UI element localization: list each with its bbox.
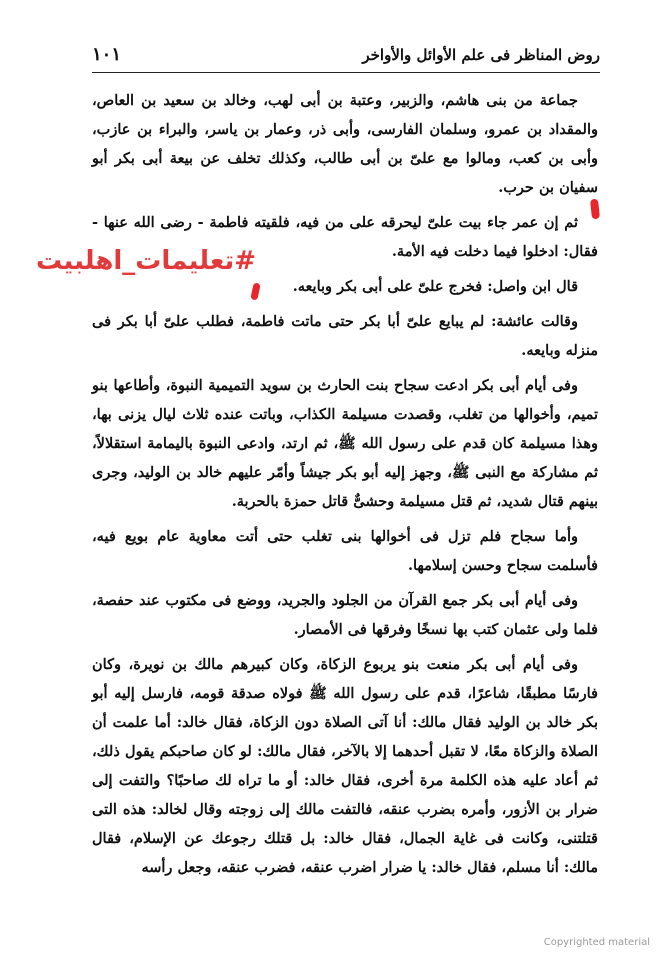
paragraph-7: وفى أيام أبى بكر جمع القرآن من الجلود والجريد، ووضع فى مكتوب عند حفصة، فلما ولى عثمان كتب بها نسخًا وفرقها فى الأمصار. [92, 592, 598, 638]
paragraph-6: وأما سجاح فلم تزل فى أخوالها بنى تغلب حتى أتت معاوية عام بويع فيه، فأسلمت سجاح وحسن إسلامها. [92, 528, 598, 574]
hashtag-overlay: #تعليمات_اهلبيت [36, 246, 257, 276]
page-body [92, 86, 598, 882]
paragraph-5: وفى أيام أبى بكر ادعت سجاح بنت الحارث بن سويد التميمية النبوة، وأطاعها بنو تميم، وأخوالها من تغلب، وقصدت مسيلمة الكذاب، وباتت عنده ثلاث ليال يزنى بها، وهذا مسيلمة كان قدم على رسول الله ﷺ، ثم ارتد، وادعى النبوة باليمامة استقلالاً، ثم مشاركة مع النبى ﷺ، وجهز إليه أبو بكر جيشاً وأمّر عليهم خالد بن الوليد، وجرى بينهم قتال شديد، ثم قتل مسيلمة وحشىٌّ قاتل حمزة بالحربة. [92, 377, 598, 510]
page-header [92, 40, 600, 73]
red-highlight-mark [590, 199, 600, 220]
paragraph-1: جماعة من بنى هاشم، والزبير، وعتبة بن أبى لهب، وخالد بن سعيد بن العاص، والمقداد بن عمرو، وسلمان الفارسى، وأبى ذر، وعمار بن ياسر، والبراء بن عازب، وأبى بن كعب، ومالوا مع علىّ بن أبى طالب، وكذلك تخلف عن بيعة أبى بكر أبو سفيان بن حرب. [92, 92, 598, 196]
paragraph-8: وفى أيام أبى بكر منعت بنو يربوع الزكاة، وكان كبيرهم مالك بن نويرة، وكان فارسًا مطبقًا، شاعرًا، قدم على رسول الله ﷺ فولاه صدقة قومه، فارسل إليه أبو بكر خالد بن الوليد فقال مالك: أنا آتى الصلاة دون الزكاة، فقال خالد: أما علمت أن الصلاة والزكاة معًا، لا تقبل أحدهما إلا بالآخر، فقال مالك: لو كان صاحبكم يقول ذلك، ثم أعاد عليه هذه الكلمة مرة أخرى، فقال خالد: أو ما تراه لك صاحبًا؟ والتفت إلى ضرار بن الأزور، وأمره بضرب عنقه، فالتفت مالك إلى زوجته وقال لخالد: هذه التى قتلتنى، وكانت فى غاية الجمال، فقال خالد: بل قتلك رجوعك عن الإسلام، فقال مالك: أنا مسلم، فقال خالد: يا ضرار اضرب عنقه، فضرب عنقه، وجعل رأسه [92, 656, 598, 876]
paragraph-4: وقالت عائشة: لم يبايع علىّ أبا بكر حتى ماتت فاطمة، فطلب علىّ أبا بكر فى منزله وبايعه. [92, 313, 598, 359]
copyright-watermark: Copyrighted material [543, 937, 650, 948]
paragraph-3: قال ابن واصل: فخرج علىّ على أبى بكر وبايعه. [292, 278, 578, 295]
paragraph-2: ثم إن عمر جاء بيت علىّ ليحرقه على من فيه، فلقيته فاطمة - رضى الله عنها - فقال: ادخلوا فيما دخلت فيه الأمة. [92, 214, 598, 260]
running-title: روض المناظر فى علم الأوائل والأواخر [362, 46, 600, 64]
page-number: ١٠١ [92, 44, 122, 65]
